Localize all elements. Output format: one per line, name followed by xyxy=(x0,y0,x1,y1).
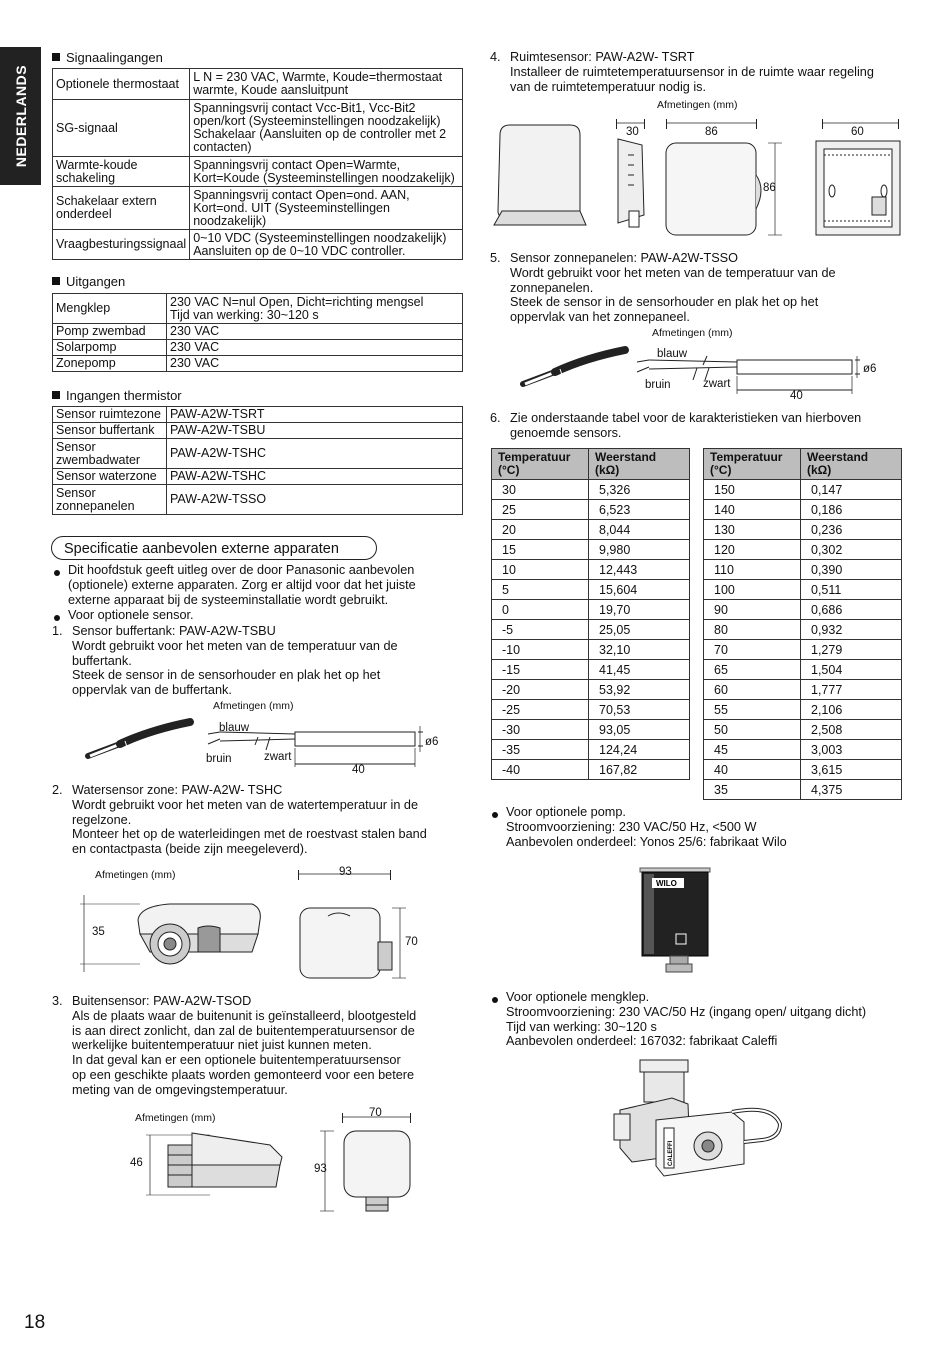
item-number: 5. xyxy=(490,251,501,265)
table-row xyxy=(492,660,690,680)
height-label-70: 70 xyxy=(405,936,418,948)
table-cell-value: 230 VAC xyxy=(167,340,463,356)
table-row xyxy=(492,500,690,520)
item-number: 4. xyxy=(490,50,501,64)
bullet-dot-icon xyxy=(54,570,60,576)
temperature-cell: -35 xyxy=(492,740,589,760)
wire-label-bruin: bruin xyxy=(645,379,671,391)
table-cell-label: Schakelaar extern onderdeel xyxy=(53,187,190,230)
resistance-cell: 2,508 xyxy=(801,720,902,740)
signal-inputs-heading: Signaalingangen xyxy=(52,50,163,65)
table-cell-label: Vraagbesturingssignaal xyxy=(53,230,190,260)
table-cell-label: Sensor ruimtezone xyxy=(53,407,167,423)
table-row xyxy=(704,520,902,540)
temperature-cell: 15 xyxy=(492,540,589,560)
language-tab-label: NEDERLANDS xyxy=(12,64,29,168)
table-row xyxy=(704,600,902,620)
item-table-intro: Zie onderstaande tabel voor de karakteristieken van hierboven genoemde sensors. xyxy=(510,411,862,440)
table-cell-value: PAW-A2W-TSSO xyxy=(167,485,463,515)
outputs-heading: Uitgangen xyxy=(52,274,125,289)
item-buffertank: Sensor buffertank: PAW-A2W-TSBU Wordt gebruikt voor het meten van de temperatuur van de buffertank. Steek de sensor in de sensorhouder en plak het op het oppervlak van de buffertank. xyxy=(72,624,398,698)
resistance-cell: 167,82 xyxy=(589,760,690,780)
resistance-cell: 0,302 xyxy=(801,540,902,560)
resistance-cell: 1,777 xyxy=(801,680,902,700)
table-cell-value: 230 VAC xyxy=(167,356,463,372)
table-row xyxy=(492,640,690,660)
table-row xyxy=(53,100,463,157)
column-header-resistance: Weerstand (kΩ) xyxy=(589,449,690,480)
table-cell-value: Spanningsvrij contact Open=ond. AAN, Kort=ond. UIT (Systeeminstellingen noodzakelijk) xyxy=(190,187,463,230)
table-cell-label: Sensor zwembadwater xyxy=(53,439,167,469)
resistance-cell: 12,443 xyxy=(589,560,690,580)
width-label-60: 60 xyxy=(851,126,864,138)
temperature-cell: -15 xyxy=(492,660,589,680)
buffertank-sensor-drawing xyxy=(80,712,450,780)
temperature-cell: 25 xyxy=(492,500,589,520)
temperature-cell: 20 xyxy=(492,520,589,540)
table-row xyxy=(492,560,690,580)
item-number: 6. xyxy=(490,411,501,425)
diameter-label: ø6 xyxy=(425,736,439,748)
temperature-cell: -10 xyxy=(492,640,589,660)
item-zonnepanelen: Sensor zonnepanelen: PAW-A2W-TSSO Wordt gebruikt voor het meten van de temperatuur van de zonnepanelen. Steek de sensor in de sensorhouder en plak het op het oppervlak van het zonnepaneel. xyxy=(510,251,836,325)
temperature-cell: 65 xyxy=(704,660,801,680)
table-cell-value: L N = 230 VAC, Warmte, Koude=thermostaat warmte, Koude aansluitpunt xyxy=(190,69,463,100)
outdoor-sensor-drawing xyxy=(120,1105,430,1225)
solar-sensor-drawing xyxy=(515,340,885,406)
table-row xyxy=(704,500,902,520)
table-row xyxy=(704,660,902,680)
valve-description: Voor optionele mengklep. Stroomvoorziening: 230 VAC/50 Hz (ingang open/ uitgang dicht) Tijd van werking: 30~120 s Aanbevolen onderdeel: 167032: fabrikaat Caleffi xyxy=(506,990,867,1049)
temperature-cell: 120 xyxy=(704,540,801,560)
bullet-dot-icon xyxy=(492,812,498,818)
temperature-cell: -5 xyxy=(492,620,589,640)
table-cell-label: Zonepomp xyxy=(53,356,167,372)
temperature-cell: 45 xyxy=(704,740,801,760)
table-row xyxy=(492,740,690,760)
resistance-cell: 0,686 xyxy=(801,600,902,620)
table-cell-value: 230 VAC xyxy=(167,324,463,340)
table-row xyxy=(704,580,902,600)
table-cell-label: Solarpomp xyxy=(53,340,167,356)
thermistor-inputs-table xyxy=(52,406,463,515)
width-label-70: 70 xyxy=(369,1107,382,1119)
table-row xyxy=(53,157,463,187)
table-cell-value: Spanningsvrij contact Open=Warmte, Kort=Koude (Systeeminstellingen noodzakelijk) xyxy=(190,157,463,187)
temperature-cell: 50 xyxy=(704,720,801,740)
column-header-temperature: Temperatuur (°C) xyxy=(704,449,801,480)
dimensions-caption: Afmetingen (mm) xyxy=(657,99,738,111)
temperature-cell: 0 xyxy=(492,600,589,620)
table-cell-value: 230 VAC N=nul Open, Dicht=richting mengsel Tijd van werking: 30~120 s xyxy=(167,294,463,324)
resistance-table-right xyxy=(703,448,902,800)
table-row xyxy=(53,187,463,230)
resistance-cell: 3,615 xyxy=(801,760,902,780)
item-buitensensor: Buitensensor: PAW-A2W-TSOD Als de plaats waar de buitenunit is geïnstalleerd, blootgesteld is aan direct zonlicht, dan zal de buitentemperatuursensor de werkelijke buitentemperatuur niet juist kunnen meten. In dat geval kan er een optionele buitentemperatuursensor op een geschikte plaats worden gemonteerd voor een betere meting van de omgevingstemperatuur. xyxy=(72,994,417,1097)
table-cell-label: Optionele thermostaat xyxy=(53,69,190,100)
wire-label-blauw: blauw xyxy=(219,722,250,734)
resistance-cell: 2,106 xyxy=(801,700,902,720)
table-row xyxy=(53,69,463,100)
table-row xyxy=(492,720,690,740)
table-row xyxy=(704,780,902,800)
table-row xyxy=(492,600,690,620)
temperature-cell: 80 xyxy=(704,620,801,640)
caleffi-valve-image xyxy=(612,1058,802,1188)
wire-label-blauw: blauw xyxy=(657,348,688,360)
temperature-cell: 140 xyxy=(704,500,801,520)
item-ruimtesensor: Ruimtesensor: PAW-A2W- TSRT Installeer de ruimtetemperatuursensor in de ruimte waar regeling van de ruimtetemperatuur nodig is. xyxy=(510,50,874,94)
temperature-cell: 90 xyxy=(704,600,801,620)
height-label-93: 93 xyxy=(314,1163,327,1175)
table-row xyxy=(53,340,463,356)
resistance-cell: 9,980 xyxy=(589,540,690,560)
table-row xyxy=(704,480,902,500)
column-header-resistance: Weerstand (kΩ) xyxy=(801,449,902,480)
temperature-cell: -20 xyxy=(492,680,589,700)
table-row xyxy=(704,760,902,780)
square-bullet-icon xyxy=(52,53,60,61)
table-row xyxy=(53,407,463,423)
wire-label-zwart: zwart xyxy=(703,378,731,390)
column-header-temperature: Temperatuur (°C) xyxy=(492,449,589,480)
table-row xyxy=(492,540,690,560)
table-row xyxy=(53,439,463,469)
table-row xyxy=(53,469,463,485)
resistance-cell: 0,147 xyxy=(801,480,902,500)
temperature-cell: 110 xyxy=(704,560,801,580)
temperature-cell: 150 xyxy=(704,480,801,500)
table-cell-value: 0~10 VDC (Systeeminstellingen noodzakelijk) Aansluiten op de 0~10 VDC controller. xyxy=(190,230,463,260)
table-cell-label: Sensor waterzone xyxy=(53,469,167,485)
width-label-86: 86 xyxy=(705,126,718,138)
resistance-cell: 53,92 xyxy=(589,680,690,700)
temperature-cell: 30 xyxy=(492,480,589,500)
height-label-35: 35 xyxy=(92,926,105,938)
table-row xyxy=(53,294,463,324)
table-row xyxy=(704,740,902,760)
temperature-cell: 35 xyxy=(704,780,801,800)
temperature-cell: 55 xyxy=(704,700,801,720)
table-row xyxy=(704,560,902,580)
resistance-cell: 124,24 xyxy=(589,740,690,760)
resistance-cell: 93,05 xyxy=(589,720,690,740)
thermistor-inputs-heading: Ingangen thermistor xyxy=(52,388,182,403)
resistance-cell: 32,10 xyxy=(589,640,690,660)
signal-inputs-table xyxy=(52,68,463,260)
caleffi-logo: CALEFFI xyxy=(668,1140,674,1166)
dimensions-caption: Afmetingen (mm) xyxy=(652,327,733,339)
resistance-cell: 41,45 xyxy=(589,660,690,680)
temperature-cell: -25 xyxy=(492,700,589,720)
temperature-cell: 70 xyxy=(704,640,801,660)
table-row xyxy=(492,620,690,640)
table-cell-label: Mengklep xyxy=(53,294,167,324)
table-header-row xyxy=(492,449,690,480)
temperature-cell: 10 xyxy=(492,560,589,580)
room-sensor-drawing xyxy=(490,115,910,245)
length-label: 40 xyxy=(352,764,365,776)
table-cell-value: Spanningsvrij contact Vcc-Bit1, Vcc-Bit2 open/kort (Systeeminstellingen noodzakelijk) Schakelaar (Aansluiten op de controller met 2 contacten) xyxy=(190,100,463,157)
square-bullet-icon xyxy=(52,391,60,399)
temperature-cell: -40 xyxy=(492,760,589,780)
table-row xyxy=(704,680,902,700)
height-label-46: 46 xyxy=(130,1157,143,1169)
table-row xyxy=(53,230,463,260)
table-cell-label: Sensor buffertank xyxy=(53,423,167,439)
depth-label-30: 30 xyxy=(626,126,639,138)
table-row xyxy=(704,700,902,720)
resistance-cell: 1,279 xyxy=(801,640,902,660)
item-number: 3. xyxy=(52,994,63,1008)
table-row xyxy=(492,700,690,720)
resistance-cell: 25,05 xyxy=(589,620,690,640)
resistance-cell: 3,003 xyxy=(801,740,902,760)
resistance-cell: 4,375 xyxy=(801,780,902,800)
item-number: 1. xyxy=(52,624,63,638)
table-cell-value: PAW-A2W-TSHC xyxy=(167,469,463,485)
temperature-cell: 130 xyxy=(704,520,801,540)
table-cell-value: PAW-A2W-TSBU xyxy=(167,423,463,439)
language-side-tab xyxy=(0,47,41,185)
table-row xyxy=(492,580,690,600)
table-row xyxy=(492,680,690,700)
wire-label-bruin: bruin xyxy=(206,753,232,765)
table-cell-label: Pomp zwembad xyxy=(53,324,167,340)
spec-intro: Dit hoofdstuk geeft uitleg over de door Panasonic aanbevolen (optionele) externe apparaten. Zorg er altijd voor dat het juiste externe apparaat bij de systeeminstallatie wordt gebruikt. xyxy=(68,563,416,607)
resistance-cell: 19,70 xyxy=(589,600,690,620)
diameter-label: ø6 xyxy=(863,363,877,375)
page-number: 18 xyxy=(24,1312,46,1333)
resistance-cell: 15,604 xyxy=(589,580,690,600)
resistance-table-left xyxy=(491,448,690,780)
spec-section-title: Specificatie aanbevolen externe apparaten xyxy=(51,536,377,560)
table-row xyxy=(53,423,463,439)
table-cell-label: Sensor zonnepanelen xyxy=(53,485,167,515)
wilo-logo: WILO xyxy=(656,879,677,888)
table-row xyxy=(53,356,463,372)
temperature-cell: 100 xyxy=(704,580,801,600)
pump-description: Voor optionele pomp. Stroomvoorziening: 230 VAC/50 Hz, <500 W Aanbevolen onderdeel: Yonos 25/6: fabrikaat Wilo xyxy=(506,805,787,849)
zone-sensor-drawing xyxy=(80,860,430,980)
resistance-cell: 0,390 xyxy=(801,560,902,580)
table-cell-label: SG-signaal xyxy=(53,100,190,157)
item-watersensor: Watersensor zone: PAW-A2W- TSHC Wordt gebruikt voor het meten van de watertemperatuur in de regelzone. Monteer het op de waterleidingen met de roestvast stalen band en contactpasta (beide zijn meegeleverd). xyxy=(72,783,427,857)
table-row xyxy=(704,640,902,660)
resistance-cell: 0,236 xyxy=(801,520,902,540)
resistance-cell: 5,326 xyxy=(589,480,690,500)
item-number: 2. xyxy=(52,783,63,797)
bullet-dot-icon xyxy=(54,615,60,621)
table-row xyxy=(492,480,690,500)
temperature-cell: -30 xyxy=(492,720,589,740)
height-label-86: 86 xyxy=(763,182,776,194)
table-cell-value: PAW-A2W-TSHC xyxy=(167,439,463,469)
bullet-dot-icon xyxy=(492,997,498,1003)
dimensions-caption: Afmetingen (mm) xyxy=(135,1112,216,1124)
resistance-cell: 1,504 xyxy=(801,660,902,680)
wire-label-zwart: zwart xyxy=(264,751,292,763)
table-row xyxy=(492,760,690,780)
length-label: 40 xyxy=(790,390,803,402)
temperature-cell: 60 xyxy=(704,680,801,700)
table-cell-label: Warmte-koude schakeling xyxy=(53,157,190,187)
resistance-cell: 0,186 xyxy=(801,500,902,520)
table-row xyxy=(704,540,902,560)
resistance-cell: 6,523 xyxy=(589,500,690,520)
wilo-pump-image xyxy=(630,862,720,974)
table-header-row xyxy=(704,449,902,480)
width-label-93: 93 xyxy=(339,866,352,878)
table-row xyxy=(492,520,690,540)
resistance-cell: 0,932 xyxy=(801,620,902,640)
square-bullet-icon xyxy=(52,277,60,285)
resistance-cell: 70,53 xyxy=(589,700,690,720)
dimensions-caption: Afmetingen (mm) xyxy=(213,700,294,712)
table-cell-value: PAW-A2W-TSRT xyxy=(167,407,463,423)
resistance-cell: 0,511 xyxy=(801,580,902,600)
temperature-cell: 5 xyxy=(492,580,589,600)
table-row xyxy=(53,485,463,515)
resistance-cell: 8,044 xyxy=(589,520,690,540)
dimensions-caption: Afmetingen (mm) xyxy=(95,869,176,881)
temperature-cell: 40 xyxy=(704,760,801,780)
optional-sensor-line: Voor optionele sensor. xyxy=(68,608,194,622)
outputs-table xyxy=(52,293,463,372)
table-row xyxy=(53,324,463,340)
table-row xyxy=(704,720,902,740)
table-row xyxy=(704,620,902,640)
